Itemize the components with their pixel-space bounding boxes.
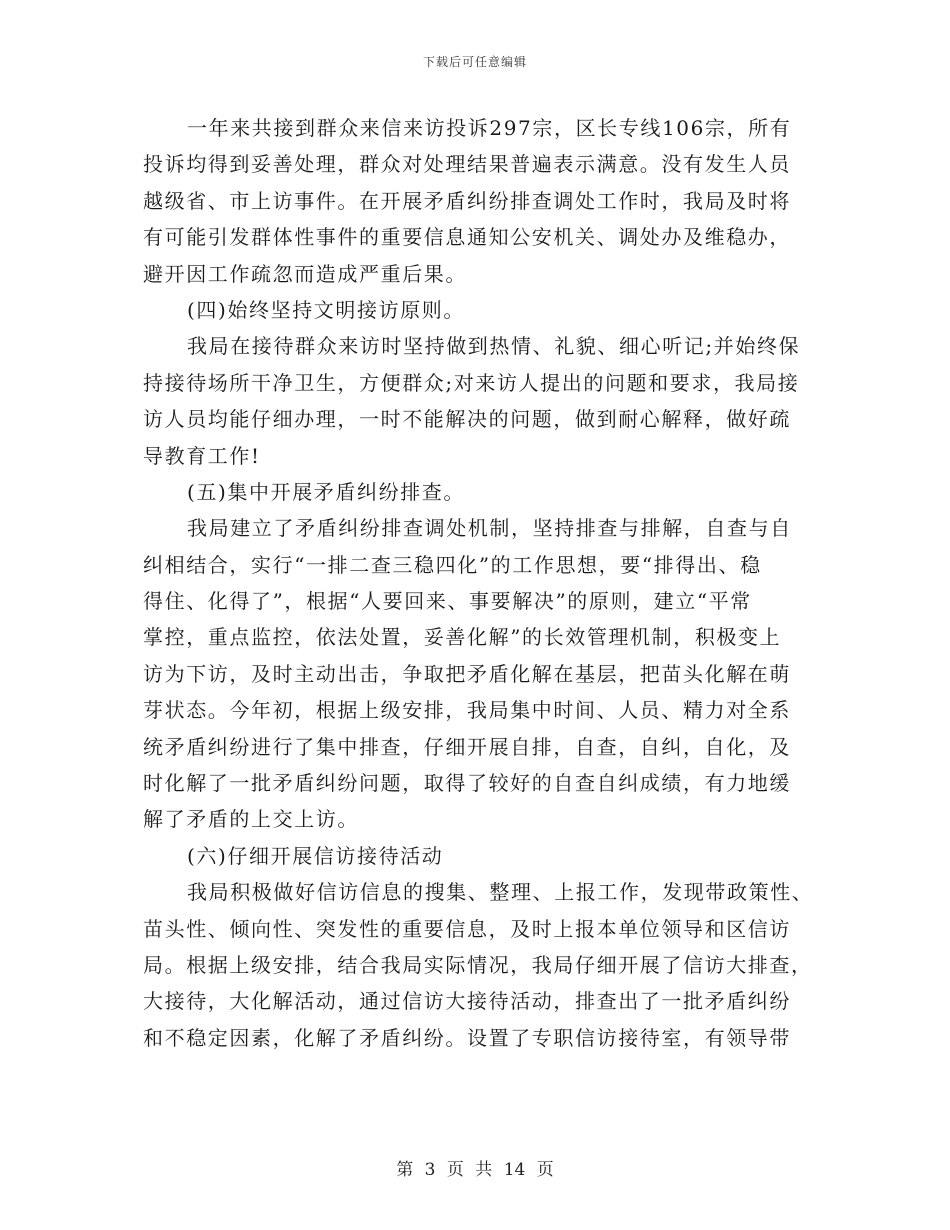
paragraph-line: 有可能引发群体性事件的重要信息通知公安机关、调处办及维稳办， [143, 225, 791, 250]
paragraph-line: 避开因工作疏忽而造成严重后果。 [143, 261, 467, 286]
paragraph-line: 访人员均能仔细办理，一时不能解决的问题，做到耐心解释，做好疏 [143, 407, 791, 432]
section-heading: (四)始终坚持文明接访原则。 [187, 297, 466, 322]
paragraph-line: 芽状态。今年初，根据上级安排，我局集中时间、人员、精力对全系 [143, 698, 791, 723]
paragraph-line: 我局积极做好信访信息的搜集、整理、上报工作，发现带政策性、 [187, 880, 814, 905]
paragraph-line: 越级省、市上访事件。在开展矛盾纠纷排查调处工作时，我局及时将 [143, 188, 791, 213]
paragraph-line: 掌控，重点监控，依法处置，妥善化解”的长效管理机制，积极变上 [143, 625, 782, 650]
section-heading: (五)集中开展矛盾纠纷排查。 [187, 479, 466, 504]
paragraph-line: 我局在接待群众来访时坚持做到热情、礼貌、细心听记;并始终保 [187, 334, 801, 359]
page-header: 下载后可任意编辑 [422, 55, 527, 69]
document-body [143, 110, 815, 1056]
paragraph-line: 大接待，大化解活动，通过信访大接待活动，排查出了一批矛盾纠纷 [143, 989, 791, 1014]
paragraph-line: 一年来共接到群众来信来访投诉297宗，区长专线106宗，所有 [187, 116, 792, 140]
paragraph-line: 局。根据上级安排，结合我局实际情况，我局仔细开展了信访大排查， [143, 952, 813, 977]
paragraph-line: 统矛盾纠纷进行了集中排查，仔细开展自排，自查，自纠，自化，及 [143, 734, 791, 759]
page-number-footer: 第 3 页 共 14 页 [396, 1160, 554, 1180]
section-heading: (六)仔细开展信访接待活动 [187, 843, 444, 868]
paragraph-line: 我局建立了矛盾纠纷排查调处机制，坚持排查与排解，自查与自 [187, 516, 792, 541]
paragraph-line: 和不稳定因素，化解了矛盾纠纷。设置了专职信访接待室，有领导带 [143, 1025, 791, 1050]
paragraph-line: 导教育工作! [143, 443, 261, 468]
paragraph-line: 解了矛盾的上交上访。 [143, 807, 359, 832]
paragraph-line: 投诉均得到妥善处理，群众对处理结果普遍表示满意。没有发生人员 [143, 152, 791, 177]
paragraph-line: 持接待场所干净卫生，方便群众;对来访人提出的问题和要求，我局接 [143, 370, 800, 395]
paragraph-line: 时化解了一批矛盾纠纷问题，取得了较好的自查自纠成绩，有力地缓 [143, 771, 791, 796]
paragraph-line: 苗头性、倾向性、突发性的重要信息，及时上报本单位领导和区信访 [143, 916, 791, 941]
paragraph-line: 得住、化得了”，根据“人要回来、事要解决”的原则，建立“平常 [143, 589, 752, 614]
paragraph-line: 纠相结合，实行“一排二查三稳四化”的工作思想，要“排得出、稳 [143, 552, 762, 577]
paragraph-line: 访为下访，及时主动出击，争取把矛盾化解在基层，把苗头化解在萌 [143, 661, 791, 686]
